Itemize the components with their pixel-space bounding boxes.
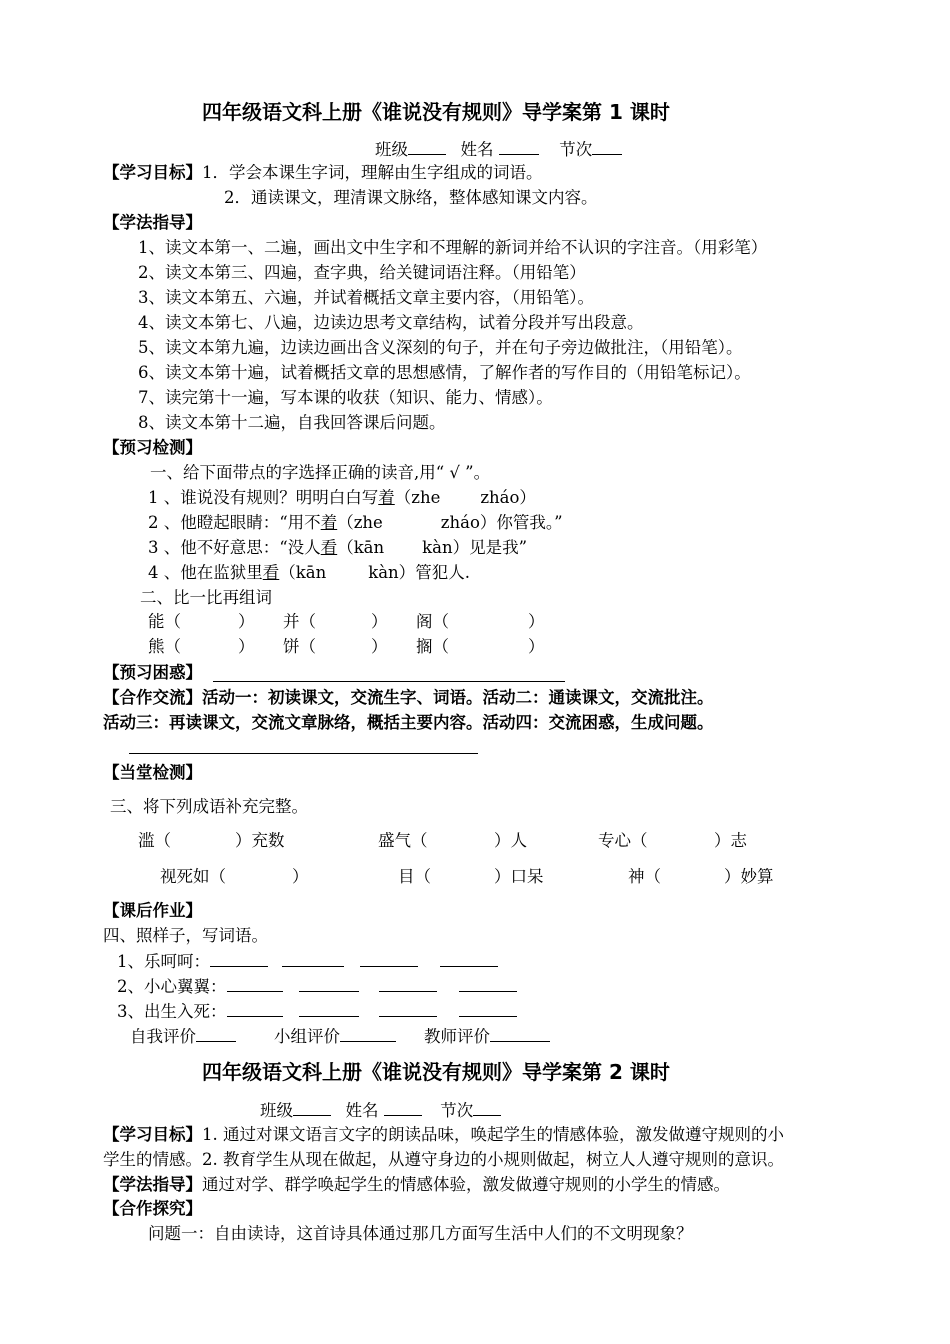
question-one: 问题一：自由读诗，这首诗具体通过那几方面写生活中人们的不文明现象？ [148, 1224, 693, 1243]
item-text-post: 见是我” [469, 538, 528, 557]
idiom-part: ） [292, 867, 309, 886]
idiom-part: 滥（ [138, 831, 171, 850]
goals-row1 [103, 161, 543, 185]
class-label: 班级 [375, 140, 408, 159]
compare-word-close: ） [238, 612, 255, 631]
word-blank[interactable] [282, 949, 344, 967]
method-label: 【学法指导】 [103, 213, 202, 232]
word-blank[interactable] [227, 999, 283, 1017]
item-text: 2 、他瞪起眼睛：“用不 [148, 513, 321, 532]
word-example-row [117, 974, 517, 999]
dotted-char: 看 [262, 563, 280, 582]
preview-label: 【预习检测】 [103, 438, 202, 457]
class-blank[interactable] [293, 1098, 331, 1116]
word-blank[interactable] [459, 974, 517, 992]
goals-label: 【学习目标】 [103, 163, 202, 182]
word-example: 1、乐呵呵： [117, 952, 210, 971]
word-example-row [117, 949, 498, 974]
method-item: 4、读文本第七、八遍，边读边思考文章结构，试着分段并写出段意。 [138, 313, 644, 332]
teacher-eval-label: 教师评价 [424, 1027, 490, 1046]
coop-label: 【合作交流】 [103, 688, 202, 707]
compare-word-pair: 能（ [148, 612, 181, 631]
confusion-label: 【预习困惑】 [103, 663, 202, 682]
evaluation-row [130, 1024, 550, 1049]
question2-intro: 二、比一比再组词 [140, 588, 272, 607]
method-item: 1、读文本第一、二遍，画出文中生字和不理解的新词并给不认识的字注音。（用彩笔） [138, 238, 768, 257]
period-label: 节次 [559, 140, 593, 159]
idiom-part: 专心（ [598, 831, 648, 850]
l2-goals-row1 [103, 1123, 784, 1147]
coop-line-2: 活动三：再读课文，交流文章脉络，概括主要内容。活动四：交流困惑，生成问题。 [103, 713, 714, 732]
goal-text-1: 1. 通过对课文语言文字的朗读品味，唤起学生的情感体验，激发做遵守规则的小 [202, 1125, 784, 1144]
word-example: 3、出生入死： [117, 1002, 227, 1021]
period-blank[interactable] [592, 137, 622, 155]
option-b[interactable]: zháo） [480, 488, 536, 507]
word-blank[interactable] [379, 999, 437, 1017]
question1-intro: 一、给下面带点的字选择正确的读音,用“ √ ”。 [150, 463, 491, 482]
idiom-part: ）志 [714, 831, 747, 850]
coop-text-1: 活动一：初读课文，交流生字、词语。活动二：通读课文，交流批注。 [202, 688, 714, 707]
idiom-part: 盛气（ [378, 831, 428, 850]
goal-text-2: 学生的情感。2. 教育学生从现在做起，从遵守身边的小规则做起，树立人人遵守规则的意识。 [103, 1150, 784, 1169]
name-label: 姓名 [460, 140, 494, 159]
idiom-part: ）口呆 [494, 867, 544, 886]
lesson2-info-line [260, 1098, 501, 1123]
l2-coop-label: 【合作探究】 [103, 1199, 202, 1218]
method-item: 5、读文本第九遍，边读边画出含义深刻的句子，并在句子旁边做批注，（用铅笔）。 [138, 338, 743, 357]
compare-word-close: ） [528, 612, 545, 631]
item-text-post: 管犯人. [415, 563, 470, 582]
method-item: 7、读完第十一遍，写本课的收获（知识、能力、情感）。 [138, 388, 553, 407]
dotted-char: 着 [320, 513, 338, 532]
name-blank[interactable] [384, 1098, 422, 1116]
dotted-char: 着 [378, 488, 395, 507]
question3-intro: 三、将下列成语补充完整。 [110, 797, 308, 816]
compare-word-pair: 阁（ [416, 612, 449, 631]
name-label: 姓名 [345, 1101, 379, 1120]
word-blank[interactable] [299, 974, 359, 992]
lesson1-title: 四年级语文科上册《谁说没有规则》导学案第 1 课时 [202, 100, 670, 124]
self-eval-blank[interactable] [196, 1024, 236, 1042]
option-a[interactable]: （kān [337, 538, 385, 557]
teacher-eval-blank[interactable] [490, 1024, 550, 1042]
item-text: 4 、他在监狱里 [148, 563, 263, 582]
group-eval-label: 小组评价 [274, 1027, 340, 1046]
pronunciation-item-4 [148, 561, 470, 585]
class-blank[interactable] [408, 137, 446, 155]
self-eval-label: 自我评价 [130, 1027, 196, 1046]
group-eval-blank[interactable] [340, 1024, 396, 1042]
idiom-part: 神（ [628, 867, 661, 886]
method-item: 6、读文本第十遍，试着概括文章的思想感情，了解作者的写作目的（用铅笔标记）。 [138, 363, 751, 382]
compare-word-close: ） [371, 637, 388, 656]
method-label: 【学法指导】 [103, 1175, 202, 1194]
item-text: 3 、他不好意思：“没人 [148, 538, 321, 557]
pronunciation-item-3 [148, 536, 527, 560]
word-blank[interactable] [227, 974, 283, 992]
question4-intro: 四、照样子，写词语。 [103, 926, 268, 945]
item-text-post: 你管我。” [496, 513, 563, 532]
homework-label: 【课后作业】 [103, 901, 202, 920]
method-item: 2、读文本第三、四遍，查字典，给关键词语注释。（用铅笔） [138, 263, 586, 282]
coop-line-1 [103, 686, 714, 710]
period-blank[interactable] [473, 1098, 501, 1116]
method-text: 通过对学、群学唤起学生的情感体验，激发做遵守规则的小学生的情感。 [202, 1175, 730, 1194]
idiom-part: ）充数 [235, 831, 285, 850]
compare-word-pair: 熊（ [148, 637, 181, 656]
goal-1: 1．学会本课生字词，理解由生字组成的词语。 [202, 163, 543, 182]
idiom-part: 视死如（ [160, 867, 226, 886]
dotted-char: 看 [320, 538, 338, 557]
word-blank[interactable] [210, 949, 268, 967]
word-example: 2、小心翼翼： [117, 977, 227, 996]
word-blank[interactable] [440, 949, 498, 967]
idiom-part: ）人 [494, 831, 527, 850]
class-label: 班级 [260, 1101, 293, 1120]
coop-answer-line[interactable] [129, 753, 478, 754]
option-b[interactable]: kàn） [422, 538, 470, 557]
word-blank[interactable] [360, 949, 418, 967]
confusion-answer-line[interactable] [213, 681, 565, 682]
compare-word-close: ） [528, 637, 545, 656]
method-item: 8、读文本第十二遍，自我回答课后问题。 [138, 413, 446, 432]
option-b[interactable]: zháo） [440, 513, 497, 532]
idiom-part: 目（ [398, 867, 431, 886]
option-b[interactable]: kàn） [368, 563, 416, 582]
option-a[interactable]: （zhe [394, 488, 441, 507]
item-text: 1 、谁说没有规则？明明白白写 [148, 488, 379, 507]
l2-method-row [103, 1173, 730, 1197]
word-blank[interactable] [299, 999, 359, 1017]
word-blank[interactable] [379, 974, 437, 992]
method-item: 3、读文本第五、六遍，并试着概括文章主要内容，（用铅笔）。 [138, 288, 594, 307]
pronunciation-item-2 [148, 511, 563, 535]
compare-word-pair: 搁（ [416, 637, 449, 656]
compare-word-pair: 饼（ [283, 637, 316, 656]
compare-word-close: ） [238, 637, 255, 656]
goals-label: 【学习目标】 [103, 1125, 202, 1144]
word-example-row [117, 999, 517, 1024]
option-a[interactable]: （kān [279, 563, 327, 582]
lesson1-info-line [375, 137, 622, 162]
pronunciation-item-1 [148, 486, 536, 510]
compare-word-close: ） [371, 612, 388, 631]
option-a[interactable]: （zhe [337, 513, 383, 532]
period-label: 节次 [440, 1101, 474, 1120]
idiom-part: ）妙算 [724, 867, 774, 886]
word-blank[interactable] [459, 999, 517, 1017]
lesson2-title: 四年级语文科上册《谁说没有规则》导学案第 2 课时 [202, 1060, 670, 1084]
compare-word-pair: 并（ [283, 612, 316, 631]
name-blank[interactable] [499, 137, 539, 155]
goal-2: 2．通读课文，理清课文脉络，整体感知课文内容。 [224, 188, 598, 207]
class-test-label: 【当堂检测】 [103, 763, 202, 782]
